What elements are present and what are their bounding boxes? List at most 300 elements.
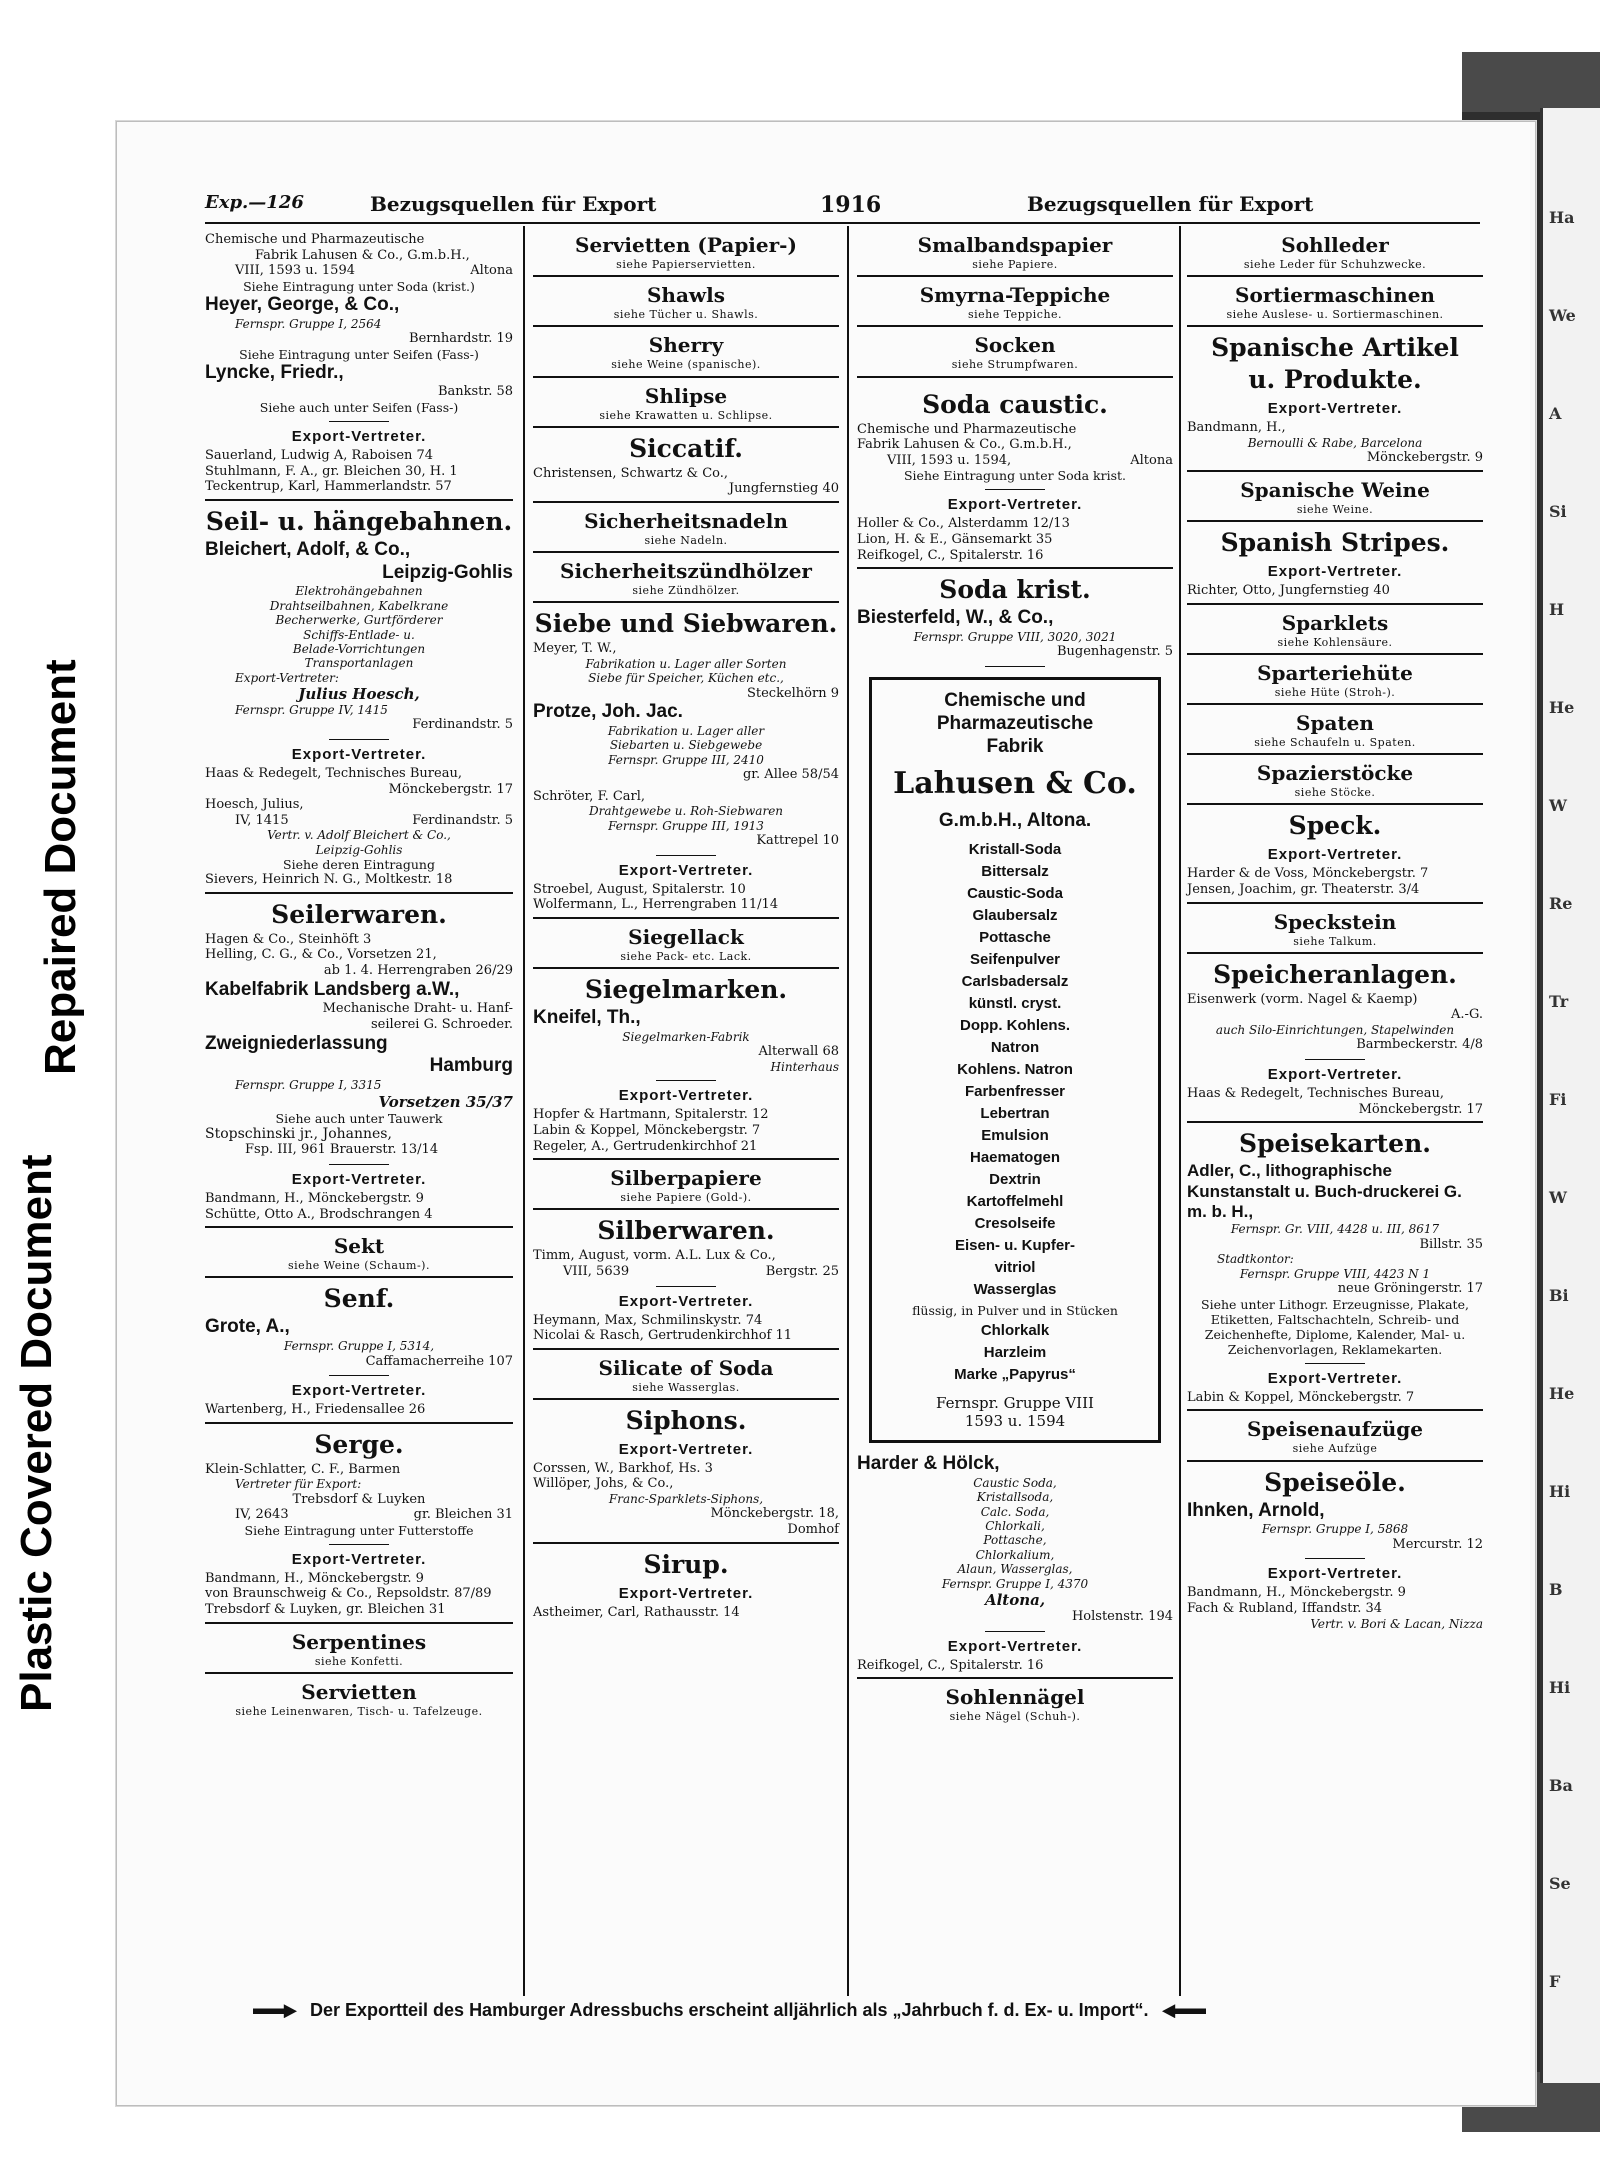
- adjacent-page-fragment: A: [1549, 404, 1562, 423]
- company-name: Heyer, George, & Co.,: [205, 293, 400, 315]
- section-heading: Silicate of Soda: [598, 1355, 774, 1380]
- list-item: Marke „Papyrus“: [954, 1366, 1076, 1384]
- export-vertreter-heading: Export-Vertreter.: [1267, 563, 1403, 581]
- see-reference: siehe Wasserglas.: [632, 1380, 740, 1394]
- see-reference: siehe Weine.: [1296, 502, 1374, 516]
- list-item: Natron: [990, 1039, 1040, 1057]
- phone: Fernspr. Gruppe I, 5868: [1261, 1522, 1409, 1537]
- adjacent-page-fragment: W: [1549, 1188, 1567, 1207]
- adjacent-page-fragment: Hi: [1549, 1482, 1571, 1501]
- see-reference: siehe Aufzüge: [1292, 1442, 1378, 1456]
- entry-line: Regeler, A., Gertrudenkirchhof 21: [533, 1138, 758, 1154]
- see-reference: Siehe auch unter Seifen (Fass-): [259, 399, 459, 415]
- see-reference: siehe Weine (Schaum-).: [288, 1259, 430, 1273]
- section-heading: Shlipse: [644, 383, 728, 408]
- section-heading: Sparteriehüte: [1257, 660, 1413, 685]
- see-reference: siehe Papiere (Gold-).: [620, 1191, 752, 1205]
- entry-line: Stadtkontor:: [1217, 1252, 1294, 1267]
- entry-line: Bandmann, H., Mönckebergstr. 9: [205, 1570, 424, 1586]
- ad-phone-numbers: 1593 u. 1594: [964, 1412, 1066, 1431]
- entry-line: Labin & Koppel, Mönckebergstr. 7: [533, 1122, 761, 1138]
- export-vertreter-heading: Export-Vertreter.: [1267, 1066, 1403, 1084]
- entry-line: Vertreter für Export:: [235, 1477, 362, 1492]
- list-item: Caustic-Soda: [967, 885, 1063, 903]
- entry-line: Stroebel, August, Spitalerstr. 10: [533, 881, 746, 897]
- entry-line: Fabrik Lahusen & Co., G.m.b.H.,: [857, 437, 1072, 453]
- product-line: Siebe für Speicher, Küchen etc.,: [588, 671, 784, 686]
- address: Mercurstr. 12: [1392, 1536, 1483, 1552]
- company-name: Harder & Hölck,: [857, 1453, 1000, 1475]
- entry-line: Haas & Redegelt, Technisches Bureau,: [1187, 1086, 1444, 1102]
- list-item: vitriol: [994, 1259, 1036, 1277]
- address: Alterwall 68: [758, 1044, 839, 1060]
- ad-title-line: Pharmazeutische: [936, 712, 1094, 734]
- list-item: Emulsion: [981, 1127, 1049, 1145]
- page-header: [205, 192, 1480, 224]
- address: Domhof: [787, 1522, 839, 1538]
- adjacent-page-fragment: Re: [1549, 894, 1573, 913]
- section-heading: Smalbandspapier: [917, 233, 1113, 257]
- entry-line: Astheimer, Carl, Rathausstr. 14: [533, 1604, 740, 1620]
- company-name: Adler, C., lithographische Kunstanstalt u. Buch-druckerei G. m. b. H.,: [1187, 1161, 1462, 1221]
- company-name: Bleichert, Adolf, & Co.,: [205, 538, 411, 560]
- product-line: Belade-Vorrichtungen: [292, 641, 426, 656]
- entry-line: Julius Hoesch,: [298, 685, 420, 704]
- adjacent-page-fragment: We: [1549, 306, 1576, 325]
- repaired-document-label: Repaired Document: [36, 659, 85, 1075]
- entry-line: Corssen, W., Barkhof, Hs. 3: [533, 1460, 713, 1476]
- pointing-hand-icon: [1162, 2004, 1206, 2018]
- phone: Fernspr. Gruppe I, 4370: [941, 1576, 1089, 1591]
- adjacent-page-fragment: Hi: [1549, 1678, 1571, 1697]
- entry-line: IV, 1415: [235, 812, 289, 828]
- company-name: Biesterfeld, W., & Co.,: [857, 607, 1054, 629]
- list-item: Chlorkalium,: [975, 1547, 1055, 1562]
- see-reference: Siehe Eintragung unter Futterstoffe: [244, 1522, 474, 1538]
- see-reference: siehe Stöcke.: [1294, 786, 1376, 800]
- company-name: Kabelfabrik Landsberg a.W.,: [205, 978, 460, 1000]
- section-heading: Spaten: [1296, 711, 1374, 736]
- list-item: Glaubersalz: [972, 907, 1058, 925]
- see-reference: siehe Kohlensäure.: [1277, 635, 1393, 649]
- entry-line: Eisenwerk (vorm. Nagel & Kaemp): [1187, 991, 1418, 1007]
- adjacent-page-fragment: Ba: [1549, 1776, 1573, 1795]
- section-heading: Socken: [974, 333, 1056, 358]
- section-heading: Serge.: [314, 1429, 404, 1459]
- ad-product-note: flüssig, in Pulver und in Stücken: [912, 1303, 1118, 1319]
- export-vertreter-heading: Export-Vertreter.: [1267, 400, 1403, 418]
- plastic-covered-label: Plastic Covered Document: [12, 1154, 61, 1712]
- section-heading: Sohlleder: [1281, 233, 1389, 257]
- product-line: Transportanlagen: [304, 656, 414, 671]
- ad-title-line: Fabrik: [986, 735, 1044, 757]
- entry-line: VIII, 1593 u. 1594: [235, 263, 355, 279]
- column-3: [857, 232, 1173, 1992]
- address: Ferdinandstr. 5: [412, 717, 513, 733]
- entry-line: Haas & Redegelt, Technisches Bureau,: [205, 766, 462, 782]
- pointing-hand-icon: [253, 2004, 297, 2018]
- phone: Fernspr. Gruppe VIII, 3020, 3021: [913, 629, 1117, 644]
- address: Kattrepel 10: [756, 833, 839, 849]
- list-item: Wasserglas: [973, 1281, 1057, 1299]
- entry-line: Timm, August, vorm. A.L. Lux & Co.,: [533, 1248, 776, 1264]
- address: Hinterhaus: [770, 1059, 839, 1074]
- entry-line: Wolfermann, L., Herrengraben 11/14: [533, 897, 779, 913]
- section-heading: Servietten (Papier-): [575, 233, 797, 257]
- entry-line: Reifkogel, C., Spitalerstr. 16: [857, 1657, 1044, 1673]
- entry-line: Mechanische Draht- u. Hanf-: [322, 1001, 513, 1017]
- export-vertreter-heading: Export-Vertreter.: [291, 427, 427, 445]
- company-location: Hamburg: [429, 1055, 513, 1077]
- section-heading: Speisekarten.: [1239, 1129, 1431, 1159]
- entry-line: Reifkogel, C., Spitalerstr. 16: [857, 547, 1044, 563]
- list-item: Cresolseife: [974, 1215, 1056, 1233]
- product-line: Schiffs-Entlade- u.: [303, 627, 415, 642]
- see-reference: siehe Tücher u. Shawls.: [613, 308, 759, 322]
- section-heading: Speck.: [1288, 811, 1382, 841]
- entry-line: Fsp. III, 961 Brauerstr. 13/14: [245, 1142, 439, 1158]
- entry-line: Harder & de Voss, Mönckebergstr. 7: [1187, 866, 1429, 882]
- list-item: Kohlens. Natron: [957, 1061, 1073, 1079]
- product-line: Fabrikation u. Lager aller Sorten: [585, 656, 787, 671]
- section-heading: Senf.: [323, 1284, 395, 1314]
- product-line: Franc-Sparklets-Siphons,: [608, 1492, 764, 1507]
- entry-line: Heymann, Max, Schmilinskystr. 74: [533, 1312, 763, 1328]
- section-heading: Siphons.: [625, 1405, 747, 1435]
- section-heading: Spanish Stripes.: [1220, 528, 1450, 558]
- see-reference: siehe Auslese- u. Sortiermaschinen.: [1226, 308, 1444, 322]
- export-vertreter-heading: Export-Vertreter.: [1267, 1369, 1403, 1387]
- column-1: [205, 232, 513, 1992]
- section-heading: Sekt: [333, 1234, 385, 1259]
- entry-line: Willöper, Johs, & Co.,: [533, 1476, 674, 1492]
- entry-line: Richter, Otto, Jungfernstieg 40: [1187, 583, 1390, 599]
- address: Billstr. 35: [1419, 1236, 1483, 1252]
- company-name: Zweigniederlassung: [205, 1032, 388, 1054]
- adjacent-page-fragment: Fi: [1549, 1090, 1567, 1109]
- address: neue Gröningerstr. 17: [1337, 1281, 1483, 1297]
- entry-line: Ferdinandstr. 5: [412, 812, 513, 828]
- see-reference: Siehe Eintragung unter Soda (krist.): [243, 278, 475, 294]
- list-item: Pottasche: [979, 929, 1051, 947]
- section-heading: Spazierstöcke: [1256, 761, 1414, 786]
- export-vertreter-heading: Export-Vertreter.: [1267, 846, 1403, 864]
- list-item: Alaun, Wasserglas,: [957, 1562, 1073, 1577]
- section-heading: Siegelmarken.: [584, 975, 788, 1005]
- product-line: Siebarten u. Siebgewebe: [609, 738, 763, 753]
- list-item: Eisen- u. Kupfer-: [954, 1237, 1075, 1255]
- entry-line: seilerei G. Schroeder.: [371, 1016, 513, 1032]
- see-reference: siehe Nadeln.: [644, 533, 728, 547]
- entry-line: Vertr. v. Bori & Lacan, Nizza: [1310, 1616, 1483, 1631]
- section-heading: Sohlennägel: [945, 1685, 1085, 1710]
- address: Jungfernstieg 40: [728, 481, 839, 497]
- entry-line: VIII, 1593 u. 1594,: [887, 452, 1012, 468]
- adjacent-page-fragment: Si: [1549, 502, 1567, 521]
- entry-line: Jensen, Joachim, gr. Theaterstr. 3/4: [1187, 882, 1420, 898]
- page-footer: [245, 2000, 1485, 2022]
- column-divider: [847, 226, 849, 1996]
- list-item: Calc. Soda,: [980, 1504, 1050, 1519]
- page-number: Exp.—126: [205, 192, 304, 213]
- adjacent-page-fragment: He: [1549, 1384, 1575, 1403]
- company-location: Altona,: [984, 1591, 1046, 1610]
- section-heading: Siegellack: [628, 925, 744, 949]
- column-4: [1187, 232, 1483, 1992]
- ad-product-list: [878, 1322, 1152, 1384]
- see-reference: siehe Nägel (Schuh-).: [949, 1710, 1081, 1724]
- section-heading: Silberwaren.: [597, 1216, 775, 1246]
- product-line: Drahtseilbahnen, Kabelkrane: [269, 598, 449, 613]
- entry-line: Fabrik Lahusen & Co., G.m.b.H.,: [255, 247, 470, 263]
- address: Vorsetzen 35/37: [378, 1092, 513, 1111]
- address: Barmbeckerstr. 4/8: [1356, 1037, 1483, 1053]
- export-vertreter-heading: Export-Vertreter.: [291, 1550, 427, 1568]
- entry-line: Lion, H. & E., Gänsemarkt 35: [857, 531, 1053, 547]
- export-vertreter-heading: Export-Vertreter.: [618, 861, 754, 879]
- document-page: [205, 192, 1483, 2032]
- entry-line: Hoesch, Julius,: [205, 797, 304, 813]
- list-item: Chlorkalk: [980, 1322, 1050, 1340]
- address: Bugenhagenstr. 5: [1056, 644, 1173, 660]
- section-heading: Seil- u. hängebahnen.: [205, 506, 513, 536]
- section-heading: Siccatif.: [629, 433, 743, 463]
- adjacent-page-fragment: Tr: [1549, 992, 1569, 1011]
- ad-title-line: Chemische und: [944, 689, 1086, 711]
- phone: Fernspr. Gruppe IV, 1415: [235, 703, 388, 718]
- product-line: Drahtgewebe u. Roh-Siebwaren: [588, 804, 784, 819]
- adjacent-page-fragment: F: [1549, 1972, 1561, 1991]
- see-reference: Siehe Eintragung unter Seifen (Fass-): [239, 346, 479, 362]
- section-heading: u. Produkte.: [1248, 365, 1422, 395]
- list-item: Dopp. Kohlens.: [960, 1017, 1070, 1035]
- list-item: Bittersalz: [981, 863, 1049, 881]
- entry-line: Bandmann, H., Mönckebergstr. 9: [205, 1190, 424, 1206]
- adjacent-page-fragment: W: [1549, 796, 1567, 815]
- phone: Fernspr. Gruppe III, 2410: [608, 752, 764, 767]
- list-item: Dextrin: [989, 1171, 1041, 1189]
- list-item: Lebertran: [980, 1105, 1050, 1123]
- list-item: Kristall-Soda: [968, 841, 1062, 859]
- address: Mönckebergstr. 18,: [710, 1506, 839, 1522]
- product-list: [857, 1476, 1173, 1577]
- company-name: Ihnken, Arnold,: [1187, 1499, 1325, 1521]
- see-reference: Siehe unter Lithogr. Erzeugnisse, Plakate, Etiketten, Faltschachteln, Schreib- und Zeichenhefte, Diplome, Kalender, Mal- u. Zeichenvorlagen, Reklamekarten.: [1201, 1296, 1469, 1357]
- header-year: 1916: [820, 192, 882, 218]
- phone: Fernspr. Gruppe I, 2564: [235, 316, 382, 331]
- see-reference: siehe Papiere.: [972, 258, 1058, 271]
- see-reference: siehe Strumpfwaren.: [951, 358, 1079, 372]
- see-reference: siehe Krawatten u. Schlipse.: [599, 408, 773, 422]
- adjacent-page-fragment: Ha: [1549, 208, 1575, 227]
- entry-line: IV, 2643: [235, 1507, 289, 1523]
- list-item: Harzleim: [983, 1344, 1047, 1362]
- adjacent-page-fragment: H: [1549, 600, 1565, 619]
- export-vertreter-heading: Export-Vertreter.: [291, 1382, 427, 1400]
- entry-line: Bernoulli & Rabe, Barcelona: [1247, 435, 1423, 450]
- list-item: Pottasche,: [983, 1533, 1047, 1548]
- address: Bernhardstr. 19: [409, 330, 513, 346]
- list-item: Seifenpulver: [969, 951, 1061, 969]
- product-line: Siegelmarken-Fabrik: [622, 1029, 750, 1044]
- entry-line: Klein-Schlatter, C. F., Barmen: [205, 1461, 401, 1477]
- phone: Fernspr. Gr. VIII, 4428 u. III, 8617: [1230, 1222, 1440, 1237]
- entry-line: Schütte, Otto A., Brodschrangen 4: [205, 1206, 433, 1222]
- entry-line: VIII, 5639: [563, 1263, 630, 1279]
- address: Holstenstr. 194: [1071, 1609, 1173, 1625]
- export-vertreter-heading: Export-Vertreter.: [618, 1292, 754, 1310]
- section-heading: Smyrna-Teppiche: [919, 283, 1111, 308]
- entry-line: gr. Bleichen 31: [413, 1507, 513, 1523]
- entry-line: Export-Vertreter:: [235, 670, 339, 685]
- section-heading: Sparklets: [1281, 610, 1389, 635]
- entry-line: Bandmann, H.,: [1187, 420, 1286, 436]
- entry-line: Leipzig-Gohlis: [315, 842, 403, 857]
- phone: Fernspr. Gruppe I, 5314,: [283, 1339, 435, 1354]
- column-divider: [523, 226, 525, 1996]
- see-reference: siehe Leder für Schuhzwecke.: [1243, 258, 1427, 271]
- address: Caffamacherreihe 107: [365, 1353, 513, 1369]
- ad-phone: Fernspr. Gruppe VIII: [936, 1394, 1094, 1413]
- section-heading: Silberpapiere: [610, 1166, 762, 1191]
- section-heading: Serpentines: [291, 1629, 427, 1654]
- list-item: Farbenfresser: [964, 1083, 1066, 1101]
- entry-line: Altona: [1130, 452, 1173, 468]
- company-name: Grote, A.,: [205, 1316, 290, 1338]
- product-line: Becherwerke, Gurtförderer: [275, 613, 443, 628]
- entry-line: Meyer, T. W.,: [533, 641, 617, 657]
- entry-line: Trebsdorf & Luyken: [292, 1491, 426, 1507]
- entry-line: Hagen & Co., Steinhöft 3: [205, 931, 372, 947]
- entry-line: Wartenberg, H., Friedensallee 26: [205, 1402, 426, 1418]
- section-heading: Spanische Artikel: [1211, 333, 1459, 363]
- entry-line: Altona: [470, 263, 513, 279]
- phone: Fernspr. Gruppe I, 3315: [235, 1078, 382, 1093]
- entry-line: Sievers, Heinrich N. G., Moltkestr. 18: [205, 872, 453, 888]
- entry-line: Holler & Co., Alsterdamm 12/13: [857, 516, 1070, 532]
- see-reference: Siehe Eintragung unter Soda krist.: [903, 468, 1127, 484]
- see-reference: siehe Weine (spanische).: [611, 358, 761, 372]
- adjacent-page-fragment: Bi: [1549, 1286, 1569, 1305]
- entry-line: Fach & Rubland, Iffandstr. 34: [1187, 1600, 1383, 1616]
- phone: Fernspr. Gruppe III, 1913: [608, 818, 764, 833]
- list-item: Kartoffelmehl: [966, 1193, 1064, 1211]
- entry-line: A.-G.: [1451, 1007, 1483, 1023]
- company-name: Kneifel, Th.,: [533, 1007, 641, 1029]
- address: Bankstr. 58: [437, 384, 513, 400]
- entry-line: Labin & Koppel, Mönckebergstr. 7: [1187, 1389, 1415, 1405]
- export-vertreter-heading: Export-Vertreter.: [1267, 1565, 1403, 1583]
- entry-line: Schröter, F. Carl,: [533, 788, 646, 804]
- list-item: Kristallsoda,: [976, 1490, 1054, 1505]
- entry-line: Christensen, Schwartz & Co.,: [533, 465, 729, 481]
- export-vertreter-heading: Export-Vertreter.: [618, 1087, 754, 1105]
- section-heading: Soda krist.: [939, 575, 1091, 605]
- section-heading: Sortiermaschinen: [1235, 283, 1435, 308]
- entry-line: Nicolai & Rasch, Gertrudenkirchhof 11: [533, 1328, 793, 1344]
- export-vertreter-heading: Export-Vertreter.: [291, 746, 427, 764]
- entry-line: Helling, C. G., & Co., Vorsetzen 21,: [205, 947, 437, 963]
- adjacent-page-fragment: Se: [1549, 1874, 1571, 1893]
- adjacent-page-fragment: B: [1549, 1580, 1563, 1599]
- company-name: Lyncke, Friedr.,: [205, 361, 344, 383]
- section-heading: Shawls: [646, 283, 726, 308]
- entry-line: Stopschinski jr., Johannes,: [205, 1125, 392, 1142]
- section-heading: Siebe und Siebwaren.: [534, 609, 838, 639]
- see-reference: siehe Teppiche.: [967, 308, 1063, 322]
- see-reference: siehe Hüte (Stroh-).: [1274, 685, 1396, 699]
- entry-line: Stuhlmann, F. A., gr. Bleichen 30, H. 1: [205, 463, 458, 479]
- section-heading: Speckstein: [1273, 909, 1397, 934]
- section-heading: Speiseöle.: [1264, 1467, 1406, 1497]
- export-vertreter-heading: Export-Vertreter.: [618, 1584, 754, 1602]
- ad-company-name: Lahusen & Co.: [893, 766, 1137, 802]
- footer-text: Der Exportteil des Hamburger Adressbuchs erscheint alljährlich als „Jahrbuch f. d. Ex- u. Import“.: [310, 2000, 1149, 2020]
- phone: Fernspr. Gruppe VIII, 4423 N 1: [1239, 1266, 1431, 1281]
- see-reference: siehe Pack- etc. Lack.: [620, 950, 752, 963]
- header-title-left: Bezugsquellen für Export: [370, 192, 657, 216]
- company-location: Leipzig-Gohlis: [382, 561, 513, 583]
- entry-line: Mönckebergstr. 17: [388, 781, 513, 797]
- product-line: auch Silo-Einrichtungen, Stapelwinden: [1215, 1023, 1455, 1038]
- entry-line: Teckentrup, Karl, Hammerlandstr. 57: [205, 479, 452, 495]
- column-divider: [1179, 226, 1181, 1996]
- product-line: Elektrohängebahnen: [295, 584, 423, 599]
- section-heading: Sicherheitszündhölzer: [560, 559, 812, 584]
- entry-line: von Braunschweig & Co., Repsoldstr. 87/89: [205, 1586, 492, 1602]
- entry-line: Hopfer & Hartmann, Spitalerstr. 12: [533, 1107, 769, 1123]
- header-title-right: Bezugsquellen für Export: [1027, 192, 1314, 216]
- section-heading: Sicherheitsnadeln: [584, 508, 788, 533]
- ad-product-list: [878, 841, 1152, 1299]
- address: gr. Allee 58/54: [742, 767, 839, 783]
- section-heading: Sirup.: [643, 1549, 729, 1579]
- section-heading: Servietten: [301, 1679, 417, 1704]
- export-vertreter-heading: Export-Vertreter.: [618, 1440, 754, 1458]
- list-item: künstl. cryst.: [968, 995, 1062, 1013]
- see-reference: siehe Zündhölzer.: [632, 584, 740, 598]
- export-vertreter-heading: Export-Vertreter.: [291, 1170, 427, 1188]
- entry-line: Vertr. v. Adolf Bleichert & Co.,: [267, 828, 451, 843]
- export-vertreter-heading: Export-Vertreter.: [947, 496, 1083, 514]
- see-reference: siehe Talkum.: [1293, 934, 1377, 948]
- address: Steckelhörn 9: [746, 685, 839, 701]
- list-item: Carlsbadersalz: [961, 973, 1069, 991]
- address: Mönckebergstr. 17: [1358, 1101, 1483, 1117]
- list-item: Chlorkali,: [985, 1519, 1045, 1534]
- section-heading: Speicheranlagen.: [1213, 959, 1457, 989]
- product-line: Fabrikation u. Lager aller: [607, 724, 765, 739]
- section-heading: Speisenaufzüge: [1247, 1417, 1423, 1442]
- see-reference: siehe Papierservietten.: [616, 258, 756, 271]
- ad-company-sub: G.m.b.H., Altona.: [938, 810, 1092, 832]
- export-vertreter-heading: Export-Vertreter.: [947, 1637, 1083, 1655]
- column-2: [533, 232, 839, 1992]
- see-reference: siehe Leinenwaren, Tisch- u. Tafelzeuge.: [235, 1704, 483, 1718]
- see-reference: siehe Konfetti.: [314, 1654, 404, 1668]
- address: Bergstr. 25: [765, 1263, 839, 1279]
- section-heading: Sherry: [648, 333, 724, 358]
- entry-line: ab 1. 4. Herrengraben 26/29: [323, 962, 513, 978]
- list-item: Caustic Soda,: [973, 1475, 1057, 1490]
- company-name: Protze, Joh. Jac.: [533, 701, 683, 723]
- entry-line: Chemische und Pharmazeutische: [205, 232, 425, 247]
- entry-line: Sauerland, Ludwig A, Raboisen 74: [205, 447, 434, 463]
- see-reference: siehe Schaufeln u. Spaten.: [1254, 736, 1416, 750]
- entry-line: Trebsdorf & Luyken, gr. Bleichen 31: [205, 1602, 446, 1618]
- adjacent-page-fragment: He: [1549, 698, 1575, 717]
- section-heading: Soda caustic.: [922, 389, 1108, 419]
